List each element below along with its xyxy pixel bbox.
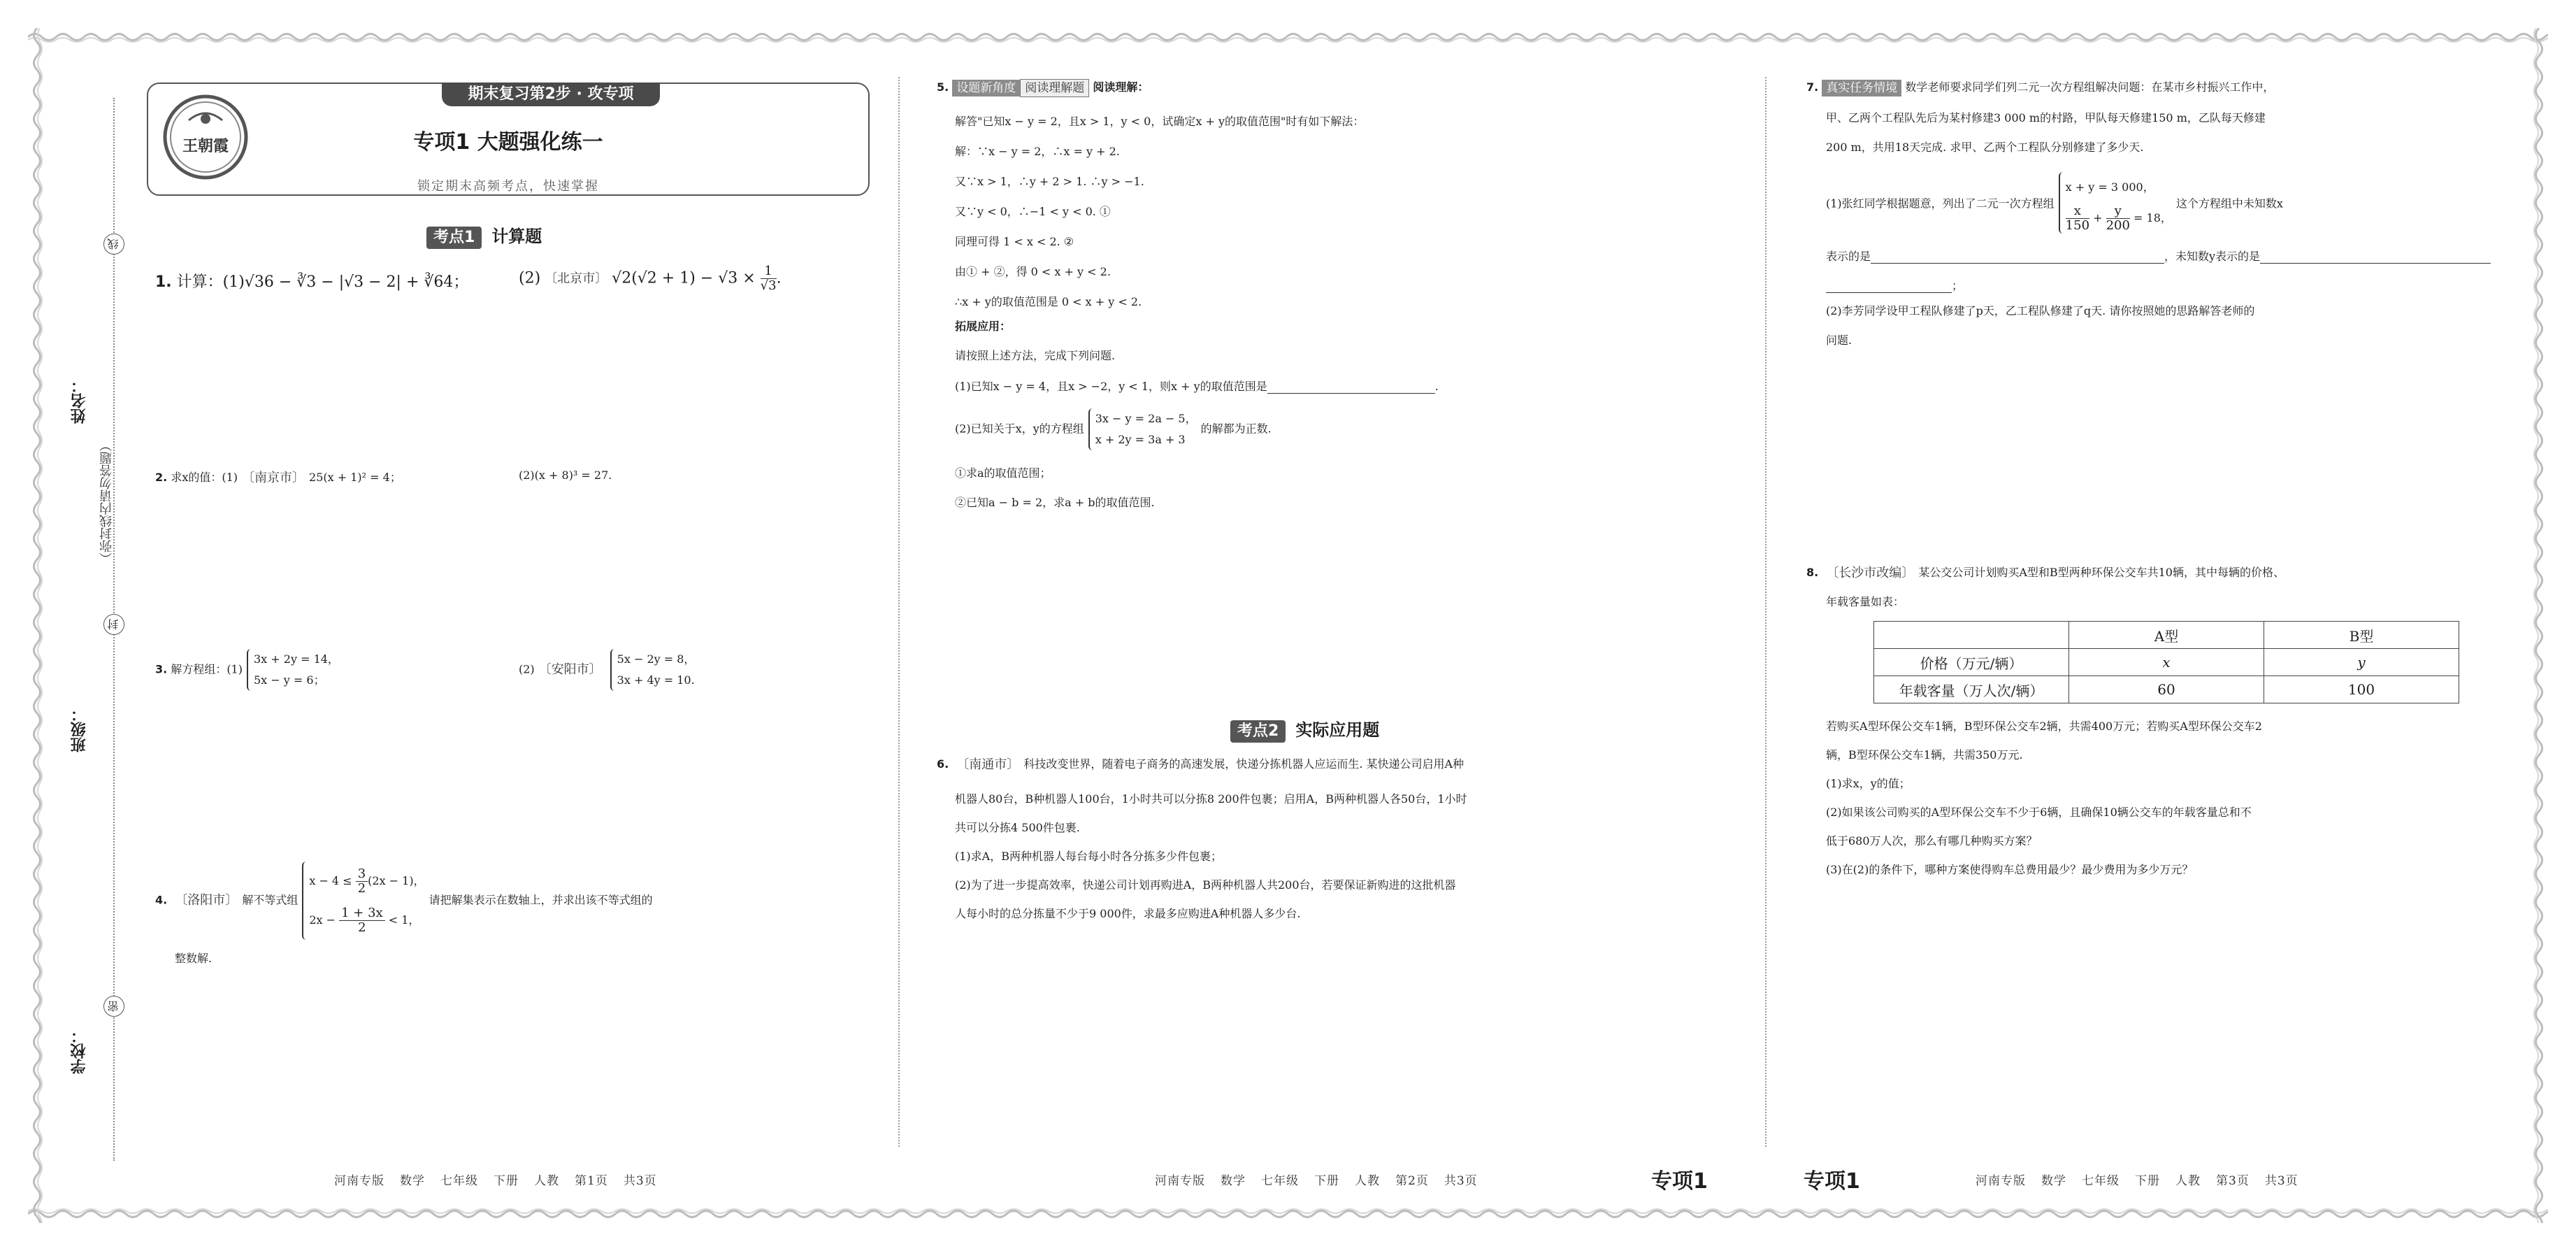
q6-line: (1)求A，B两种机器人每台每小时各分拣多少件包裹；: [955, 850, 1222, 863]
section-heading-1: [426, 222, 542, 249]
q5-subpart-2: ②已知a − b = 2，求a + b的取值范围.: [955, 496, 1155, 509]
q6-line: (2)为了进一步提高效率，快递公司计划再购进A，B两种机器人共200台，若要保证新购进的这批机器: [955, 878, 1456, 892]
page-divider-2: [1765, 77, 1766, 1147]
q8-text-line: (3)在(2)的条件下，哪种方案使得购车总费用最少？最少费用为多少万元？: [1826, 863, 2194, 876]
q8-line-2: 年载客量如表：: [1826, 595, 1905, 608]
q3-system-2: 5x − 2y = 8， 3x + 4y = 10.: [610, 649, 696, 691]
q1-fraction: $\frac{1}{√3}$: [760, 264, 777, 293]
q5-extension-title: 拓展应用：: [955, 320, 1012, 333]
footer-item: 下册: [494, 1174, 519, 1188]
q8-after-lines: [1826, 712, 2262, 884]
table-cell: y: [2264, 649, 2459, 676]
q7-context-tag: 真实任务情境: [1822, 80, 1901, 96]
q5-subpart-1: ①求a的取值范围；: [955, 466, 1051, 480]
table-row: [1874, 649, 2459, 676]
question-6: [937, 755, 1464, 773]
q2-part1-expr: 25(x + 1)² = 4；: [309, 471, 401, 484]
q7-part-1: (1)张红同学根据题意，列出了二元一次方程组x + y = 3 000， $\frac{x}{150}$ + $\frac{y}{200} = 18$，这个方程组中未知数x: [1826, 172, 2283, 234]
footer-item: 共3页: [1444, 1174, 1478, 1188]
footer-item: 下册: [2135, 1174, 2160, 1188]
seal-warning-note: （弥封线内请勿答题）: [99, 439, 114, 565]
footer-item: 河南专版: [1155, 1174, 1205, 1188]
q3-part1-label: 解方程组：(1): [171, 662, 243, 676]
answer-blank[interactable]: [1267, 393, 1435, 394]
q6-line-1: 科技改变世界，随着电子商务的高速发展，快递分拣机器人应运而生. 某快递公司启用A种: [1023, 757, 1465, 771]
section-badge-2: 考点2: [1230, 720, 1286, 743]
question-3: [155, 649, 343, 691]
q1-period: .: [776, 269, 782, 287]
q8-line-1: 某公交公司计划购买A型和B型两种环保公交车共10辆，其中每辆的价格、: [1918, 566, 2284, 579]
footer-item: 七年级: [1261, 1174, 1299, 1188]
footer-item: 共3页: [623, 1174, 657, 1188]
q5-solution-line: 解：∵x − y = 2，∴x = y + 2.: [955, 145, 1120, 158]
q3-part2-label: (2): [519, 662, 535, 676]
table-cell: x: [2069, 649, 2264, 676]
topic-title: 专项1 大题强化练一: [413, 130, 603, 155]
question-1: [155, 270, 468, 292]
q5-extension-part-1: (1)已知x − y = 4，且x > −2，y < 1，则x + y的取值范围是 .: [955, 380, 1439, 393]
question-number: 8.: [1806, 566, 1819, 579]
right-wave-border: [2530, 28, 2548, 1223]
question-number: 4.: [155, 893, 168, 907]
q8-text-line: (1)求x，y的值；: [1826, 777, 1911, 790]
footer-item: 七年级: [440, 1174, 478, 1188]
q7-part-1-line-3: ；: [1826, 277, 1963, 293]
footer-page-2: [1155, 1171, 1493, 1188]
top-wave-border: [28, 28, 2548, 46]
q1-region-tag: 〔北京市〕: [545, 271, 608, 286]
section-heading-2: [1230, 716, 1379, 743]
footer-item: 人教: [1355, 1174, 1380, 1188]
review-step-banner: 期末复习第2步 · 攻专项: [442, 83, 660, 106]
q4-inequality-system: x − 4 ≤ $\frac{3}{2}(2x - 1)$， 2x − $\frac{1 + 3x}{2} < 1$，: [302, 862, 424, 940]
footer-item: 人教: [534, 1174, 559, 1188]
q8-region-tag: 〔长沙市改编〕: [1826, 565, 1915, 580]
q6-line: 共可以分拣4 500件包裹.: [955, 821, 1080, 834]
table-header-cell: [1874, 622, 2069, 649]
question-8: [1806, 564, 2284, 582]
q7-part-2-line-1: (2)李芳同学设甲工程队修建了p天，乙工程队修建了q天. 请你按照她的思路解答老师的: [1826, 304, 2255, 317]
footer-page-3: [1976, 1171, 2314, 1188]
table-row: [1874, 676, 2459, 703]
question-2: [155, 469, 401, 487]
table-header-row: [1874, 622, 2459, 649]
class-label: 班级：: [71, 706, 88, 752]
q2-part1-label: 求x的值：(1): [171, 471, 238, 484]
q5-solution-line: 解答"已知x − y = 2，且x > 1，y < 0，试确定x + y的取值范围"时有如下解法：: [955, 115, 1365, 128]
q5-title: 阅读理解：: [1093, 80, 1149, 94]
q5-solution-line: 同理可得 1 < x < 2. ②: [955, 235, 1074, 248]
left-wave-border: [28, 28, 46, 1223]
q4-region-tag: 〔洛阳市〕: [175, 893, 238, 908]
question-5: [937, 78, 1149, 97]
question-number: 5.: [937, 80, 949, 94]
section-title-1: 计算题: [491, 227, 542, 246]
q5-type-tag: 阅读理解题: [1020, 79, 1089, 97]
question-1-part-2: [519, 264, 782, 293]
answer-blank[interactable]: [1871, 263, 2164, 264]
question-4-tail: 整数解.: [175, 952, 213, 965]
q3-system-1: 3x + 2y = 14， 5x − y = 6；: [247, 649, 339, 691]
q7-part-1-line-2: 表示的是 ，未知数y表示的是: [1826, 248, 2491, 264]
table-header-cell: B型: [2264, 622, 2459, 649]
question-3-part-2: [519, 649, 699, 691]
q5-extension-intro: 请按照上述方法，完成下列问题.: [955, 349, 1116, 362]
footer-item: 数学: [400, 1174, 425, 1188]
name-label: 姓名：: [71, 378, 88, 424]
q8-text-line: 若购买A型环保公交车1辆，B型环保公交车2辆，共需400万元；若购买A型环保公交车2: [1826, 720, 2262, 733]
footer-item: 第2页: [1395, 1174, 1429, 1188]
footer-item: 下册: [1314, 1174, 1339, 1188]
q5-solution-line: 由① + ②，得 0 < x + y < 2.: [955, 265, 1111, 278]
q5-solution-line: 又∵y < 0，∴−1 < y < 0. ①: [955, 205, 1111, 218]
question-number: 7.: [1806, 80, 1819, 94]
q7-system: x + y = 3 000， $\frac{x}{150}$ + $\frac{y}{200} = 18$，: [2059, 172, 2172, 234]
q5-solution-line: 又∵x > 1，∴y + 2 > 1. ∴y > −1.: [955, 175, 1144, 188]
q4-lead: 解不等式组: [242, 893, 298, 907]
q7-line-2: 甲、乙两个工程队先后为某村修建3 000 m的村路，甲队每天修建150 m，乙队每天修建: [1826, 111, 2266, 124]
seal-circle-seal: 封: [103, 614, 124, 635]
seal-circle-line: 线: [103, 234, 124, 255]
bus-price-table: [1873, 621, 2459, 703]
q4-tail: 请把解集表示在数轴上，并求出该不等式组的: [429, 893, 653, 907]
footer-topic-left: 专项1: [1651, 1169, 1708, 1194]
q1-part1: 计算：(1)√36 − ∛3 − |√3 − 2| + ∛64；: [176, 273, 469, 291]
q8-text-line: 低于680万人次，那么有哪几种购买方案？: [1826, 834, 2038, 848]
q6-lines: [955, 785, 1467, 928]
footer-item: 第1页: [575, 1174, 608, 1188]
question-2-part-2: (2)(x + 8)³ = 27.: [519, 469, 612, 482]
answer-blank[interactable]: [2260, 263, 2491, 264]
q5-solution-lines: [955, 106, 1364, 317]
footer-item: 七年级: [2082, 1174, 2120, 1188]
q1-part2-expr: √2(√2 + 1) − √3 ×: [612, 269, 761, 287]
school-label: 学校：: [71, 1028, 88, 1074]
footer-item: 数学: [2041, 1174, 2066, 1188]
footer-item: 第3页: [2216, 1174, 2250, 1188]
topic-header-box: [147, 83, 870, 196]
q1-part2-label: (2): [519, 269, 541, 287]
table-cell: 100: [2264, 676, 2459, 703]
footer-page-1: [334, 1171, 672, 1188]
table-cell: 60: [2069, 676, 2264, 703]
q6-region-tag: 〔南通市〕: [956, 757, 1020, 772]
q5-system: 3x − y = 2a − 5， x + 2y = 3a + 3: [1088, 408, 1197, 450]
question-number: 3.: [155, 662, 168, 676]
q2-region-tag: 〔南京市〕: [242, 470, 305, 485]
topic-subtitle: 锁定期末高频考点，快速掌握: [417, 179, 599, 194]
q5-new-angle-tag: 设题新角度: [952, 80, 1020, 96]
question-number: 1.: [155, 273, 172, 291]
table-cell: 年载客量（万人次/辆）: [1874, 676, 2069, 703]
footer-item: 人教: [2175, 1174, 2201, 1188]
q7-line-3: 200 m，共用18天完成. 求甲、乙两个工程队分别修建了多少天.: [1826, 141, 2144, 154]
footer-item: 河南专版: [334, 1174, 384, 1188]
table-header-cell: A型: [2069, 622, 2264, 649]
answer-blank[interactable]: [1826, 292, 1952, 293]
bottom-wave-border: [28, 1205, 2548, 1223]
footer-item: 数学: [1221, 1174, 1246, 1188]
question-number: 6.: [937, 757, 949, 771]
footer-item: 共3页: [2264, 1174, 2298, 1188]
seal-circle-secret: 密: [103, 996, 124, 1017]
q8-text-line: 辆，B型环保公交车1辆，共需350万元.: [1826, 748, 2023, 762]
q5-solution-line: ∴x + y的取值范围是 0 < x + y < 2.: [955, 295, 1142, 308]
q5-extension-part-2: (2)已知关于x，y的方程组3x − y = 2a − 5， x + 2y = 3a + 3的解都为正数.: [955, 408, 1272, 450]
q3-region-tag: 〔安阳市〕: [538, 662, 602, 677]
table-cell: 价格（万元/辆）: [1874, 649, 2069, 676]
q8-text-line: (2)如果该公司购买的A型环保公交车不少于6辆，且确保10辆公交车的年载客量总和不: [1826, 806, 2252, 819]
q6-line: 机器人80台，B种机器人100台，1小时共可以分拣8 200件包裹；启用A，B两种机器人各50台，1小时: [955, 792, 1467, 806]
section-title-2: 实际应用题: [1295, 720, 1380, 740]
page-divider-1: [898, 77, 900, 1147]
question-7: [1806, 78, 2274, 96]
question-4: [155, 862, 653, 940]
question-number: 2.: [155, 471, 168, 484]
footer-item: 河南专版: [1976, 1174, 2026, 1188]
q7-line-1: 数学老师要求同学们列二元一次方程组解决问题：在某市乡村振兴工作中，: [1905, 80, 2275, 94]
q6-line: 人每小时的总分拣量不少于9 000件，求最多应购进A种机器人多少台.: [955, 907, 1301, 920]
footer-topic-right: 专项1: [1804, 1169, 1860, 1194]
section-badge-1: 考点1: [426, 227, 482, 249]
q7-part-2-line-2: 问题.: [1826, 334, 1852, 347]
brand-logo-text: 王朝霞: [182, 137, 229, 155]
